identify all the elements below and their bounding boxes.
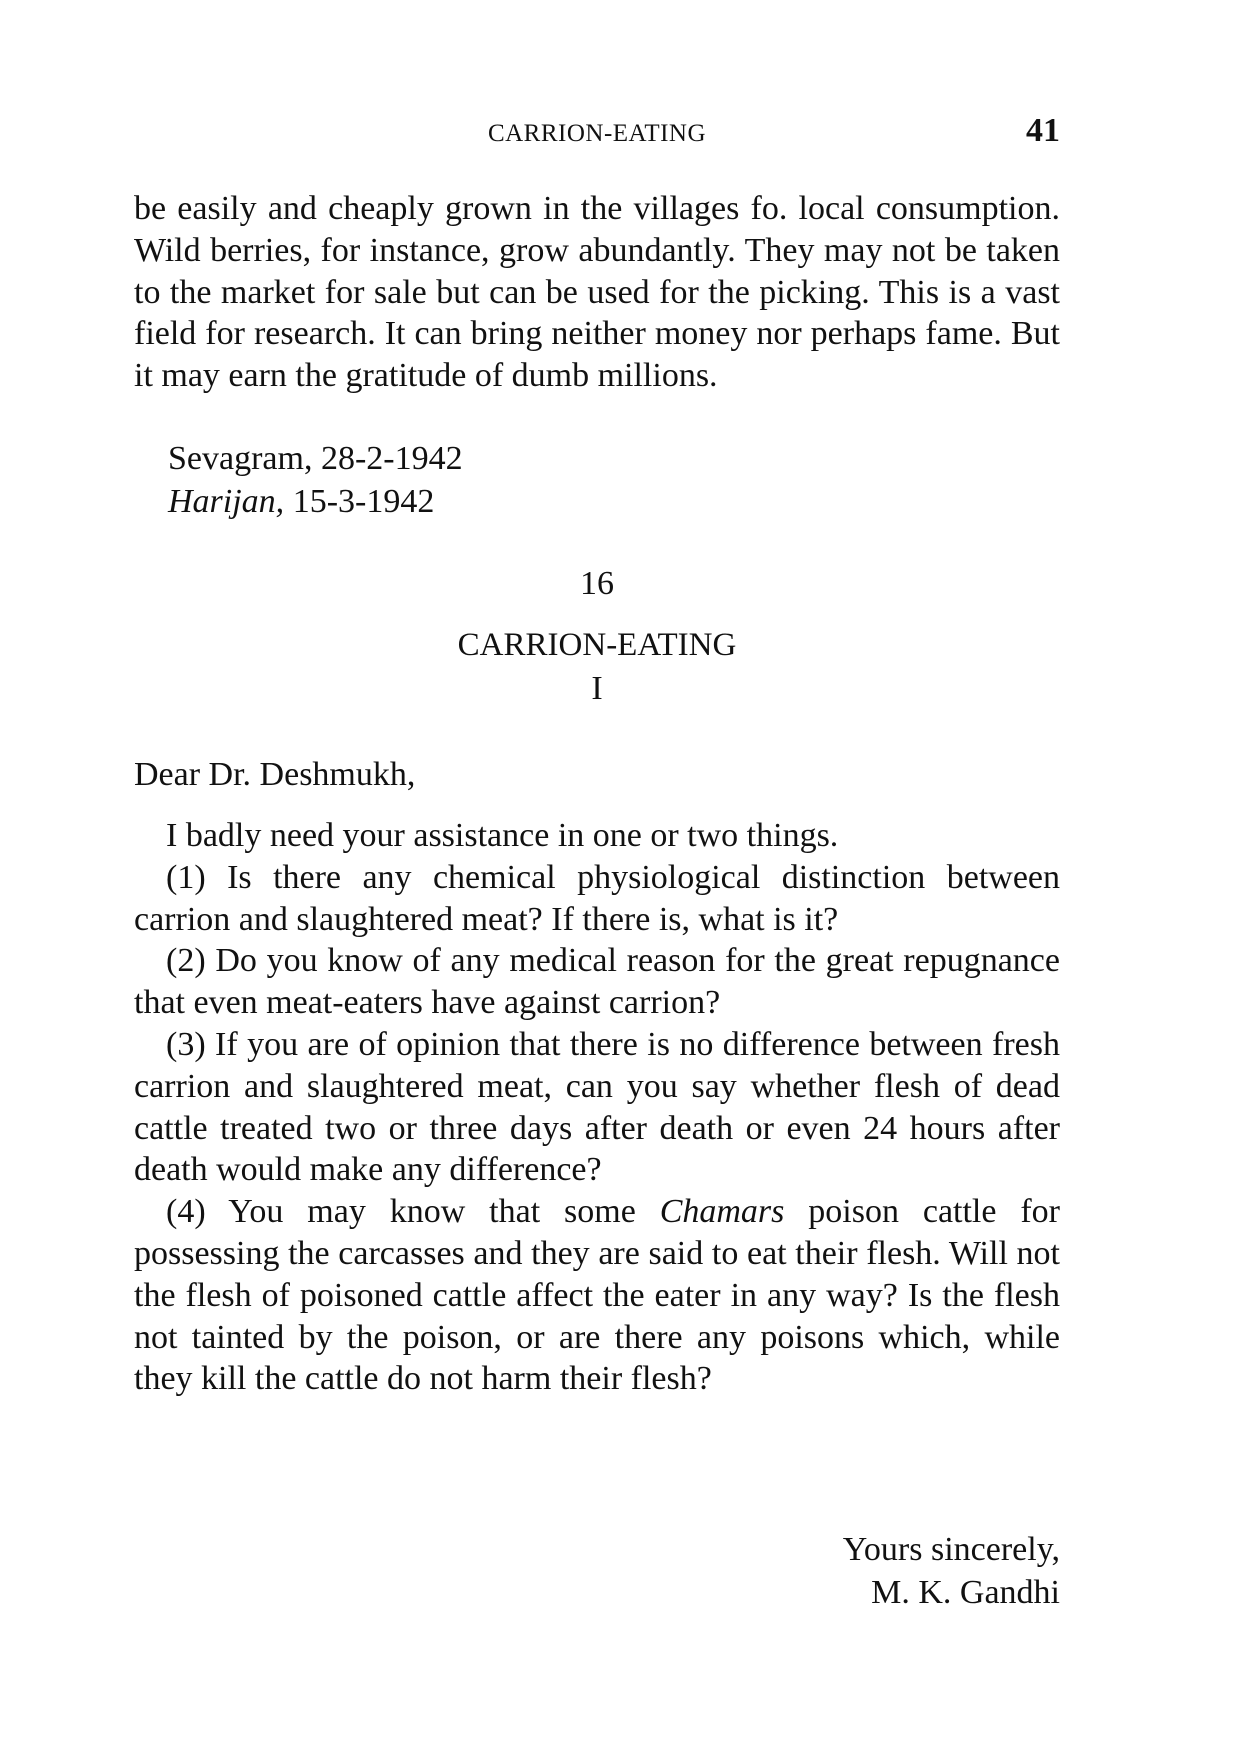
italic-term: Chamars	[659, 1193, 785, 1231]
letter-paragraph: (1) Is there any chemical physiological distinction between carrion and slaughtered meat? If there is, what is it?	[134, 858, 1060, 938]
book-page	[134, 0, 1060, 1754]
running-header	[134, 112, 1060, 156]
continuation-paragraph	[134, 188, 1060, 397]
source-publication: Harijan,	[168, 483, 285, 520]
paragraph-4-rest: poison cattle for possessing the carcasses and they are said to eat their flesh. Will not the flesh of poisoned cattle affect the eater in any way? Is the flesh not tainted by the poison, or are there any poisons which, while they kill the cattle do not harm their flesh?	[134, 1193, 1060, 1398]
source-line	[168, 480, 434, 523]
page-number: 41	[1026, 112, 1060, 149]
letter-closing: Yours sincerely,	[842, 1531, 1060, 1568]
letter-paragraph	[134, 1191, 1060, 1400]
letter-paragraph: (3) If you are of opinion that there is no difference between fresh carrion and slaughtered meat, can you say whether flesh of dead cattle treated two or three days after death or even 24 hours after death would make any difference?	[134, 1025, 1060, 1189]
letter-signature: M. K. Gandhi	[871, 1574, 1060, 1611]
place-date-line: Sevagram, 28-2-1942	[168, 440, 463, 477]
chapter-title: CARRION-EATING	[457, 627, 737, 663]
chapter-number: 16	[580, 565, 614, 602]
running-title: CARRION-EATING	[487, 120, 707, 147]
paragraph-4-prefix: (4) You may know that some	[166, 1193, 660, 1231]
letter-paragraph: (2) Do you know of any medical reason for the great repugnance that even meat-eaters have against carrion?	[134, 942, 1060, 1022]
letter-body	[134, 815, 1060, 1400]
letter-salutation: Dear Dr. Deshmukh,	[134, 756, 416, 793]
source-date: 15-3-1942	[292, 483, 435, 520]
letter-paragraph: I badly need your assistance in one or two things.	[166, 817, 839, 854]
continuation-text: be easily and cheaply grown in the villages fo. local consumption. Wild berries, for instance, grow abundantly. They may not be taken to the market for sale but can be used for the picking. This is a vast field for research. It can bring neither money nor perhaps fame. But it may earn the gratitude of dumb millions.	[134, 190, 1060, 395]
chapter-part-number: I	[591, 670, 603, 707]
